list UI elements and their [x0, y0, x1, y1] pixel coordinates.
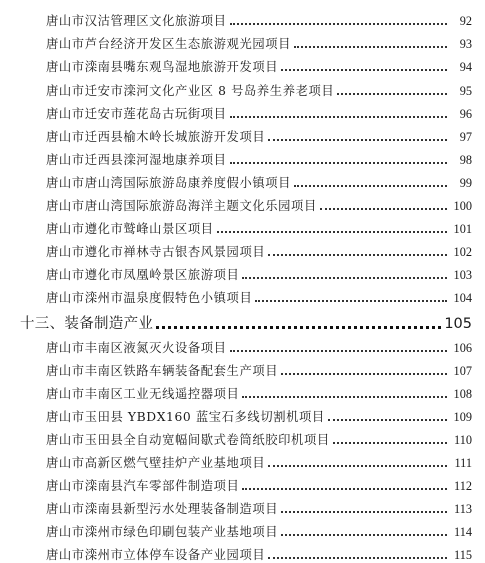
dot-leader: [230, 350, 447, 352]
toc-entry-title: 唐山市玉田县全自动宽幅间歇式卷筒纸胶印机项目: [46, 433, 330, 447]
toc-entry-title: 唐山市滦南县嘴东观鸟湿地旅游开发项目: [46, 60, 279, 74]
toc-page-number: 115: [454, 548, 472, 562]
toc-entry-title: 唐山市汉沽管理区文化旅游项目: [46, 14, 227, 28]
toc-entry[interactable]: [46, 283, 472, 306]
toc-page-number: 99: [459, 176, 472, 190]
toc-entry-title: 唐山市丰南区液氮灭火设备项目: [46, 341, 227, 355]
toc-entry-title: 唐山市迁西县榆木岭长城旅游开发项目: [46, 130, 266, 144]
dot-leader: [294, 46, 447, 48]
dot-leader: [281, 534, 447, 536]
toc-entry[interactable]: [46, 214, 472, 237]
toc-entry-title: 唐山市迁安市莲花岛古玩街项目: [46, 107, 227, 121]
toc-page-number: 94: [459, 60, 472, 74]
toc-entry[interactable]: [46, 6, 472, 29]
dot-leader: [281, 69, 447, 71]
dot-leader: [320, 208, 447, 210]
toc-entry-title: 唐山市遵化市禅林寺古银杏风景园项目: [46, 245, 266, 259]
toc-entry[interactable]: [46, 52, 472, 75]
toc-entry[interactable]: [46, 494, 472, 517]
dot-leader: [333, 442, 447, 444]
toc-entry[interactable]: [46, 122, 472, 145]
dot-leader: [242, 277, 447, 279]
dot-leader: [268, 465, 447, 467]
toc-page-number: 114: [454, 525, 472, 539]
dot-leader: [242, 488, 447, 490]
toc-entry-title: 唐山市滦南县新型污水处理装备制造项目: [46, 502, 279, 516]
dot-leader: [328, 419, 447, 421]
toc-entry[interactable]: [46, 191, 472, 214]
toc-page-number: 107: [453, 364, 472, 378]
toc-page-number: 106: [453, 341, 472, 355]
dot-leader: [268, 139, 447, 141]
toc-entry-title: 唐山市滦州市温泉度假特色小镇项目: [46, 291, 253, 305]
dot-leader: [230, 162, 447, 164]
toc-entry[interactable]: [46, 471, 472, 494]
toc-page-number: 111: [454, 456, 472, 470]
toc-page-number: 104: [453, 291, 472, 305]
toc-page-number: 97: [459, 130, 472, 144]
toc-entry[interactable]: [46, 145, 472, 168]
toc-section-title: 十三、装备制造产业: [20, 316, 154, 332]
toc-entry[interactable]: [46, 517, 472, 540]
toc-entry[interactable]: [46, 448, 472, 471]
toc-entry[interactable]: [46, 379, 472, 402]
toc-page-number: 108: [453, 387, 472, 401]
dot-leader: [242, 396, 447, 398]
dot-leader: [156, 326, 441, 329]
toc-entry[interactable]: [46, 29, 472, 52]
toc-page-number: 113: [454, 502, 472, 516]
toc-page-number: 92: [459, 14, 472, 28]
toc-entry[interactable]: [46, 168, 472, 191]
toc-entry-title: 唐山市迁西县滦河湿地康养项目: [46, 153, 227, 167]
dot-leader: [281, 373, 447, 375]
toc-page-number: 105: [444, 316, 472, 332]
toc-entry-title: 唐山市唐山湾国际旅游岛海洋主题文化乐园项目: [46, 199, 317, 213]
toc-entry-title: 唐山市滦州市立体停车设备产业园项目: [46, 548, 266, 562]
toc-entry-title: 唐山市滦南县汽车零部件制造项目: [46, 479, 240, 493]
toc-entry-title: 唐山市唐山湾国际旅游岛康养度假小镇项目: [46, 176, 292, 190]
toc-entry[interactable]: [46, 425, 472, 448]
toc-entry[interactable]: [46, 237, 472, 260]
toc-entry[interactable]: [46, 402, 472, 425]
toc-page-number: 109: [453, 410, 472, 424]
dot-leader: [337, 93, 447, 95]
toc-page-number: 103: [453, 268, 472, 282]
toc-entry-title: 唐山市玉田县 YBDX160 蓝宝石多线切割机项目: [46, 410, 325, 424]
toc-entry-title: 唐山市遵化市鹫峰山景区项目: [46, 222, 214, 236]
dot-leader: [281, 511, 447, 513]
toc-entry[interactable]: [46, 260, 472, 283]
toc-entry-title: 唐山市遵化市凤凰岭景区旅游项目: [46, 268, 240, 282]
toc-entry[interactable]: [46, 333, 472, 356]
dot-leader: [217, 231, 447, 233]
toc-entry-title: 唐山市迁安市滦河文化产业区 8 号岛养生养老项目: [46, 84, 335, 98]
dot-leader: [268, 254, 447, 256]
toc-page-number: 112: [454, 479, 472, 493]
toc-page-number: 100: [453, 199, 472, 213]
toc-page-number: 96: [459, 107, 472, 121]
toc-entry-title: 唐山市芦台经济开发区生态旅游观光园项目: [46, 37, 292, 51]
toc-page-number: 95: [459, 84, 472, 98]
toc-page-number: 101: [453, 222, 472, 236]
dot-leader: [230, 23, 447, 25]
toc-page-number: 93: [459, 37, 472, 51]
toc-entry[interactable]: [46, 356, 472, 379]
toc-entry[interactable]: [46, 99, 472, 122]
toc-entry-title: 唐山市丰南区铁路车辆装备配套生产项目: [46, 364, 279, 378]
dot-leader: [230, 116, 447, 118]
dot-leader: [268, 557, 447, 559]
toc-entry[interactable]: [46, 76, 472, 99]
dot-leader: [255, 300, 447, 302]
toc-page-number: 98: [459, 153, 472, 167]
toc-page-number: 102: [453, 245, 472, 259]
toc-section-heading[interactable]: [20, 310, 472, 333]
toc-entry-title: 唐山市滦州市绿色印刷包装产业基地项目: [46, 525, 279, 539]
toc-entry-title: 唐山市高新区燃气壁挂炉产业基地项目: [46, 456, 266, 470]
toc-page-number: 110: [454, 433, 472, 447]
dot-leader: [294, 185, 447, 187]
toc-entry-title: 唐山市丰南区工业无线遥控器项目: [46, 387, 240, 401]
